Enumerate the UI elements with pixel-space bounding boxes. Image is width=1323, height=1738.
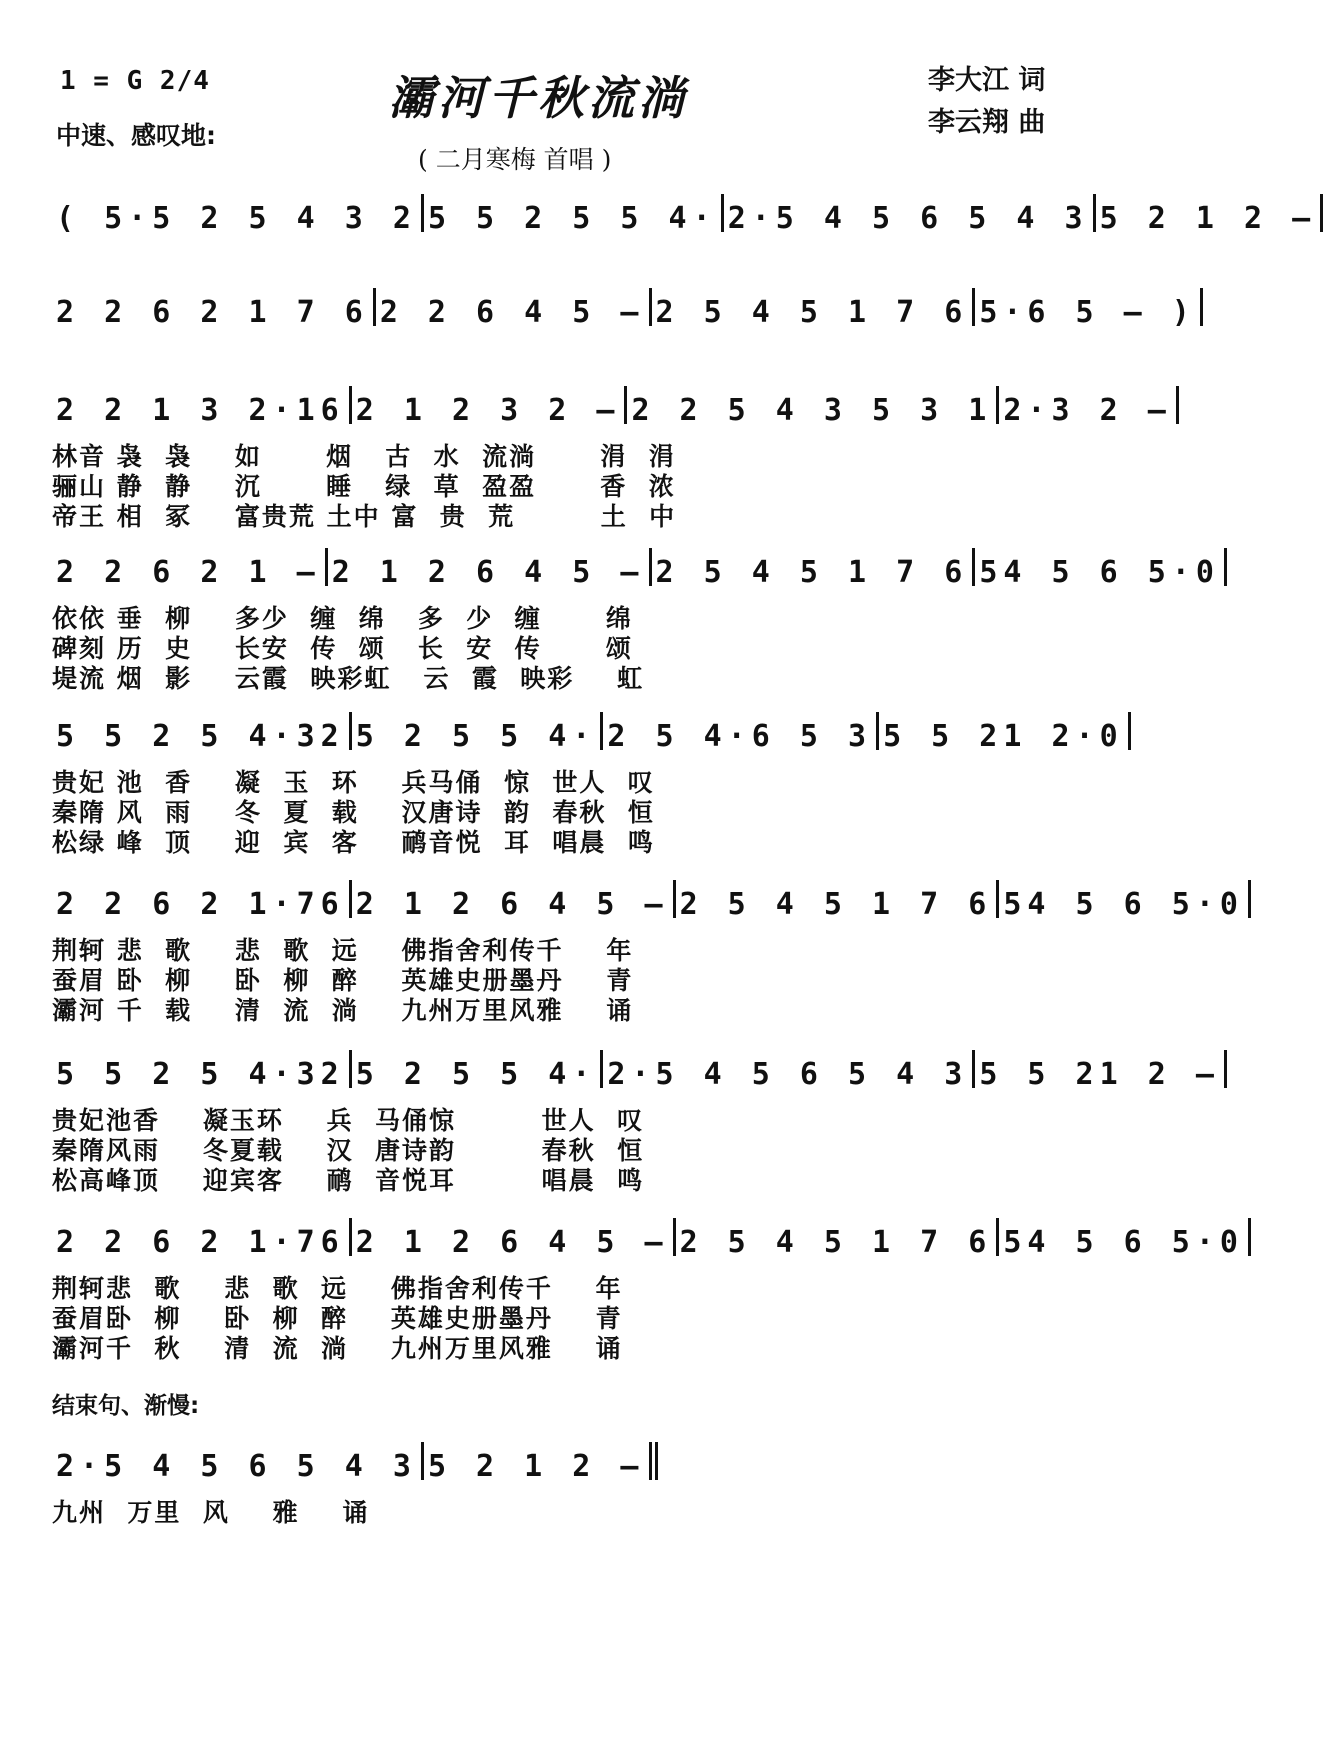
lyric-verse-2: 骊山 静 静 沉 睡 绿 草 盈盈 香 浓 xyxy=(52,472,676,501)
measure: 2 1 2 6 4 5 – xyxy=(331,555,645,590)
lyric-verse-1: 林音 袅 袅 如 烟 古 水 流淌 涓 涓 xyxy=(52,442,676,471)
note-row xyxy=(0,176,1317,236)
lyric-verse-3: 松高峰顶 迎宾客 鸸 音悦耳 唱晨 鸣 xyxy=(52,1166,645,1195)
measure: 2 1 2 6 4 5 – xyxy=(355,1225,669,1260)
measure: ( 5·5 2 5 4 3 2 xyxy=(56,201,417,236)
lyrics-block xyxy=(0,604,1111,694)
lyrics-block xyxy=(0,1106,1111,1196)
barline xyxy=(1224,1050,1227,1088)
measure: 2 2 6 2 1·76 xyxy=(56,1225,345,1260)
measure: 5 5 2 5 4·32 xyxy=(56,1057,345,1092)
lyrics-block xyxy=(0,768,1111,858)
measure: 5 5 21 2 – xyxy=(979,1057,1220,1092)
notation-system-ending xyxy=(0,1424,1111,1528)
note-row xyxy=(0,1200,1244,1260)
measure: 54 5 6 5·0 xyxy=(979,555,1220,590)
notation-system-1 xyxy=(0,176,1317,236)
measure: 5·6 5 – ) xyxy=(979,295,1196,330)
lyric-verse-2: 秦隋 风 雨 冬 夏 载 汉唐诗 韵 春秋 恒 xyxy=(52,798,655,827)
measure: 2 2 6 2 1 7 6 xyxy=(56,295,369,330)
lyrics-block xyxy=(0,1498,1111,1528)
lyric-verse-2: 碑刻 历 史 长安 传 颂 长 安 传 颂 xyxy=(52,634,633,663)
lyric-verse-3: 灞河千 秋 清 流 淌 九州万里风雅 诵 xyxy=(52,1334,623,1363)
measure: 2·5 4 5 6 5 4 3 xyxy=(56,1449,417,1484)
lyric-verse-1: 贵妃 池 香 凝 玉 环 兵马俑 惊 世人 叹 xyxy=(52,768,655,797)
end-repeat-barline xyxy=(649,1442,652,1480)
lyric-verse-1: 贵妃池香 凝玉环 兵 马俑惊 世人 叹 xyxy=(52,1106,645,1135)
measure: 2 2 6 2 1 – xyxy=(56,555,321,590)
lyric-verse-2: 秦隋风雨 冬夏载 汉 唐诗韵 春秋 恒 xyxy=(52,1136,645,1165)
measure: 2 5 4 5 1 7 6 xyxy=(679,1225,993,1260)
lyrics-block xyxy=(0,936,1111,1026)
notation-system-4 xyxy=(0,530,1220,694)
lyric-ending: 九州 万里 风 雅 诵 xyxy=(52,1498,370,1527)
lyric-verse-3: 灞河 千 载 清 流 淌 九州万里风雅 诵 xyxy=(52,996,634,1025)
lyric-verse-1: 依依 垂 柳 多少 缠 绵 多 少 缠 绵 xyxy=(52,604,633,633)
measure: 2 5 4 5 1 7 6 xyxy=(655,555,969,590)
measure: 2 5 4·6 5 3 xyxy=(607,719,873,754)
measure: 2 5 4 5 1 7 6 xyxy=(655,295,969,330)
measure: 2 1 2 6 4 5 – xyxy=(355,887,669,922)
ending-label: 结束句、渐慢: xyxy=(52,1393,200,1419)
note-row xyxy=(0,530,1220,590)
measure: 2 2 6 2 1·76 xyxy=(56,887,345,922)
lyric-verse-1: 荆轲 悲 歌 悲 歌 远 佛指舍利传千 年 xyxy=(52,936,634,965)
lyrics-block xyxy=(0,442,1111,532)
lyrics-block xyxy=(0,1274,1111,1364)
measure: 5 5 21 2·0 xyxy=(883,719,1124,754)
barline xyxy=(1128,712,1131,750)
note-row xyxy=(0,1424,1111,1484)
measure: 2 2 5 4 3 5 3 1 xyxy=(631,393,993,428)
lyric-verse-3: 帝王 相 冢 富贵荒 土中 富 贵 荒 土 中 xyxy=(52,502,677,531)
note-row xyxy=(0,368,1172,428)
note-row xyxy=(0,694,1124,754)
measure: 2·5 4 5 6 5 4 3 xyxy=(727,201,1089,236)
key-signature: 1 = G 2/4 xyxy=(60,66,210,96)
notation-system-8 xyxy=(0,1200,1244,1364)
page-title: 灞河千秋流淌 xyxy=(388,71,688,125)
measure: 5 2 5 5 4· xyxy=(355,719,597,754)
lyric-verse-3: 堤流 烟 影 云霞 映彩虹 云 霞 映彩 虹 xyxy=(52,664,645,693)
tempo-marking: 中速、感叹地: xyxy=(56,121,216,150)
notation-system-6 xyxy=(0,862,1244,1026)
barline xyxy=(1200,288,1203,326)
composer-credit: 李云翔 曲 xyxy=(928,107,1046,138)
measure: 2 2 6 4 5 – xyxy=(379,295,645,330)
measure: 2 5 4 5 1 7 6 xyxy=(679,887,993,922)
note-row xyxy=(0,862,1244,922)
authorship-credits xyxy=(928,60,1045,144)
notation-system-3 xyxy=(0,368,1172,532)
measure: 2·5 4 5 6 5 4 3 xyxy=(607,1057,969,1092)
measure: 2 1 2 3 2 – xyxy=(355,393,621,428)
measure: 5 2 1 2 – xyxy=(1099,201,1317,236)
measure: 5 5 2 5 4·32 xyxy=(56,719,345,754)
lyric-verse-1: 荆轲悲 歌 悲 歌 远 佛指舍利传千 年 xyxy=(52,1274,623,1303)
notation-system-5 xyxy=(0,694,1124,858)
notation-system-7 xyxy=(0,1032,1220,1196)
lyric-verse-2: 蚕眉 卧 柳 卧 柳 醉 英雄史册墨丹 青 xyxy=(52,966,634,995)
performer-credit: ( 二月寒梅 首唱 ) xyxy=(418,145,612,174)
measure: 54 5 6 5·0 xyxy=(1003,887,1244,922)
measure: 5 5 2 5 5 4· xyxy=(427,201,717,236)
barline xyxy=(1248,880,1251,918)
lyric-verse-3: 松绿 峰 顶 迎 宾 客 鸸音悦 耳 唱晨 鸣 xyxy=(52,828,655,857)
barline xyxy=(1224,548,1227,586)
measure: 54 5 6 5·0 xyxy=(1003,1225,1244,1260)
barline xyxy=(1176,386,1179,424)
barline xyxy=(1248,1218,1251,1256)
measure: 2 2 1 3 2·16 xyxy=(56,393,345,428)
measure: 2·3 2 – xyxy=(1003,393,1172,428)
measure: 5 2 1 2 – xyxy=(427,1449,645,1484)
lyricist-credit: 李大江 词 xyxy=(928,65,1046,96)
measure: 5 2 5 5 4· xyxy=(355,1057,597,1092)
note-row xyxy=(0,1032,1220,1092)
lyric-verse-2: 蚕眉卧 柳 卧 柳 醉 英雄史册墨丹 青 xyxy=(52,1304,623,1333)
notation-system-2 xyxy=(0,270,1196,330)
note-row xyxy=(0,270,1196,330)
